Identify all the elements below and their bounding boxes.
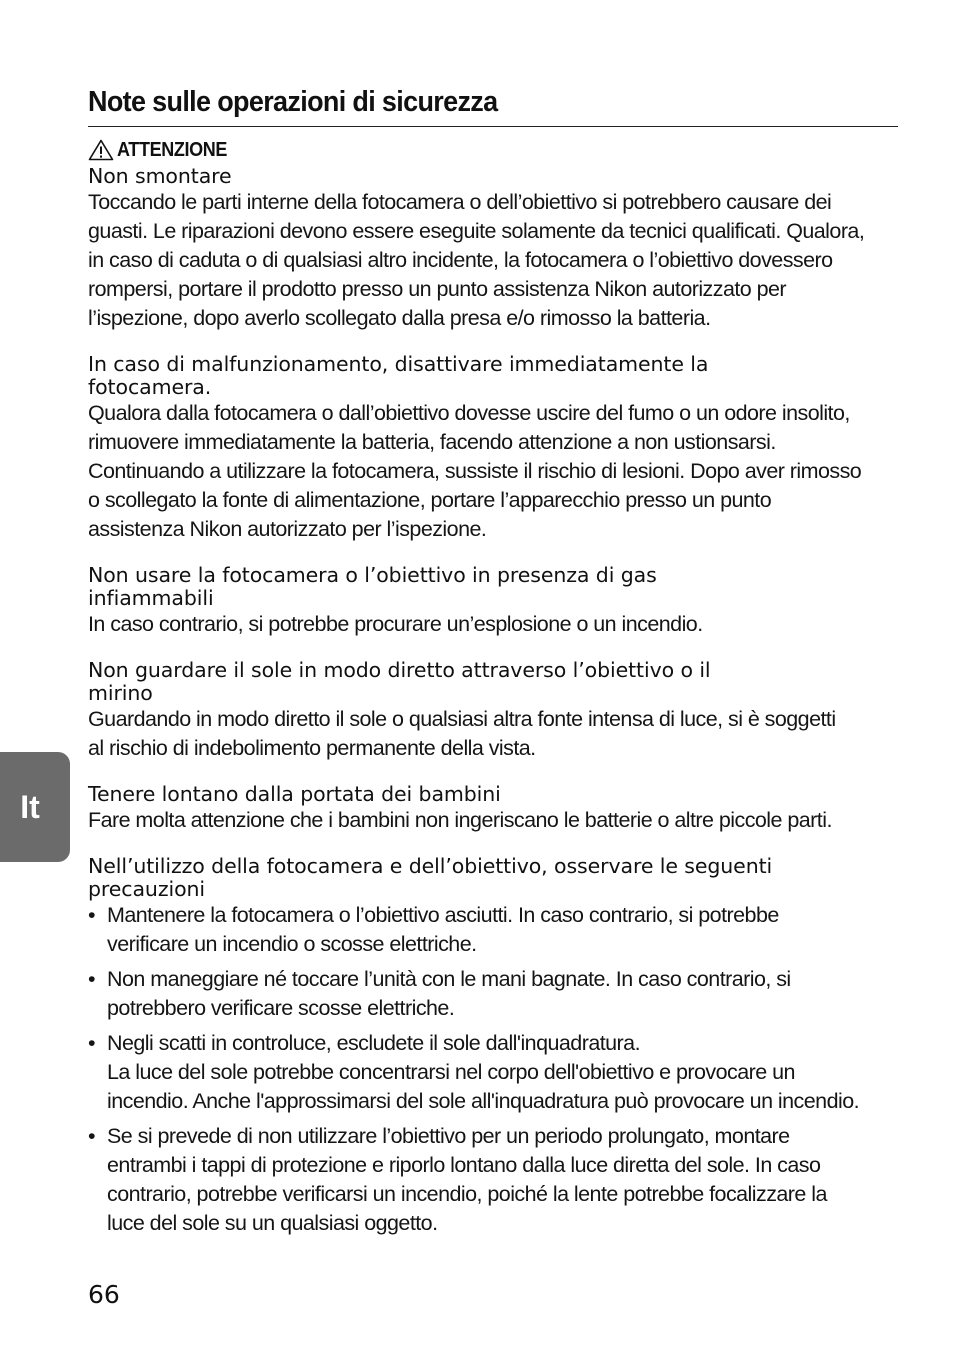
section — [88, 855, 898, 1238]
manual-page — [88, 84, 898, 1244]
page-title: Note sulle operazioni di sicurezza — [88, 86, 498, 118]
body-line: al rischio di indebolimento permanente della vista. — [88, 736, 536, 760]
body-line: Guardando in modo diretto il sole o qualsiasi altra fonte intensa di luce, si è soggetti — [88, 707, 836, 731]
bullet-line: incendio. Anche l'approssimarsi del sole all'inquadratura può provocare un incendio. — [107, 1089, 860, 1113]
language-tab — [0, 752, 70, 862]
bullet-line: entrambi i tappi di protezione e riporlo lontano dalla luce diretta del sole. In caso — [107, 1153, 821, 1177]
section-gap — [88, 544, 898, 564]
body-line: guasti. Le riparazioni devono essere eseguite solamente da tecnici qualificati. Qualora, — [88, 219, 865, 243]
warning-triangle-icon — [88, 139, 114, 161]
bullet-line: La luce del sole potrebbe concentrarsi nel corpo dell'obiettivo e provocare un — [107, 1060, 795, 1084]
section-heading — [88, 353, 898, 399]
section — [88, 659, 898, 763]
section-heading — [88, 165, 898, 188]
body-line: Toccando le parti interne della fotocamera o dell’obiettivo si potrebbero causare dei — [88, 190, 832, 214]
heading-line: Non usare la fotocamera o l’obiettivo in presenza di gas — [88, 563, 657, 587]
section-body — [88, 806, 898, 835]
warning-label: ATTENZIONE — [117, 138, 228, 161]
heading-line: infiammabili — [88, 586, 214, 610]
section-body — [88, 188, 898, 333]
bullet-dot: • — [88, 903, 95, 927]
section-heading — [88, 659, 898, 705]
language-tab-label: It — [20, 788, 40, 825]
body-line: l’ispezione, dopo averlo scollegato dalla presa e/o rimosso la batteria. — [88, 306, 711, 330]
section-body — [88, 610, 898, 639]
page-number: 66 — [88, 1280, 120, 1309]
body-line: In caso contrario, si potrebbe procurare un’esplosione o un incendio. — [88, 612, 703, 636]
bullet-line: luce del sole su un qualsiasi oggetto. — [107, 1211, 438, 1235]
body-line: Qualora dalla fotocamera o dall’obiettivo dovesse uscire del fumo o un odore insolito, — [88, 401, 850, 425]
body-line: in caso di caduta o di qualsiasi altro incidente, la fotocamera o l’obiettivo dovessero — [88, 248, 833, 272]
heading-line: mirino — [88, 681, 153, 705]
heading-line: precauzioni — [88, 877, 206, 901]
bullet-line: potrebbero verificare scosse elettriche. — [107, 996, 455, 1020]
heading-line: fotocamera. — [88, 375, 212, 399]
body-line: rompersi, portare il prodotto presso un punto assistenza Nikon autorizzato per — [88, 277, 787, 301]
body-line: rimuovere immediatamente la batteria, facendo attenzione a non ustionsarsi. — [88, 430, 776, 454]
heading-line: Nell’utilizzo della fotocamera e dell’obiettivo, osservare le seguenti — [88, 854, 773, 878]
sections-container — [88, 165, 898, 1238]
body-line: Continuando a utilizzare la fotocamera, sussiste il rischio di lesioni. Dopo aver rimosso — [88, 459, 862, 483]
heading-line: Tenere lontano dalla portata dei bambini — [88, 782, 501, 806]
body-line: Fare molta attenzione che i bambini non ingeriscano le batterie o altre piccole parti. — [88, 808, 832, 832]
section-gap — [88, 639, 898, 659]
list-item — [88, 1029, 898, 1116]
bullet-dot: • — [88, 1031, 95, 1055]
section-heading — [88, 855, 898, 901]
bullet-line: Non maneggiare né toccare l’unità con le mani bagnate. In caso contrario, si — [107, 967, 791, 991]
section-gap — [88, 333, 898, 353]
section — [88, 353, 898, 544]
section-heading — [88, 783, 898, 806]
heading-line: Non smontare — [88, 164, 232, 188]
section — [88, 165, 898, 333]
section — [88, 783, 898, 835]
list-item — [88, 965, 898, 1023]
section — [88, 564, 898, 639]
heading-line: In caso di malfunzionamento, disattivare immediatamente la — [88, 352, 709, 376]
section-heading — [88, 564, 898, 610]
body-line: o scollegato la fonte di alimentazione, portare l’apparecchio presso un punto — [88, 488, 772, 512]
section-gap — [88, 835, 898, 855]
list-item — [88, 901, 898, 959]
bullet-line: Mantenere la fotocamera o l’obiettivo asciutti. In caso contrario, si potrebbe — [107, 903, 779, 927]
bullet-dot: • — [88, 1124, 95, 1148]
list-item — [88, 1122, 898, 1238]
bullet-line: verificare un incendio o scosse elettriche. — [107, 932, 477, 956]
section-body — [88, 399, 898, 544]
bullet-line: Negli scatti in controluce, escludete il sole dall'inquadratura. — [107, 1031, 640, 1055]
title-divider — [88, 126, 898, 127]
heading-line: Non guardare il sole in modo diretto attraverso l’obiettivo o il — [88, 658, 711, 682]
body-line: assistenza Nikon autorizzato per l’ispezione. — [88, 517, 487, 541]
bullet-dot: • — [88, 967, 95, 991]
bullet-line: contrario, potrebbe verificarsi un incendio, poiché la lente potrebbe focalizzare la — [107, 1182, 827, 1206]
section-body — [88, 705, 898, 763]
bullet-line: Se si prevede di non utilizzare l’obiettivo per un periodo prolungato, montare — [107, 1124, 790, 1148]
section-gap — [88, 763, 898, 783]
bullet-list — [88, 901, 898, 1238]
warning-header — [88, 137, 898, 163]
